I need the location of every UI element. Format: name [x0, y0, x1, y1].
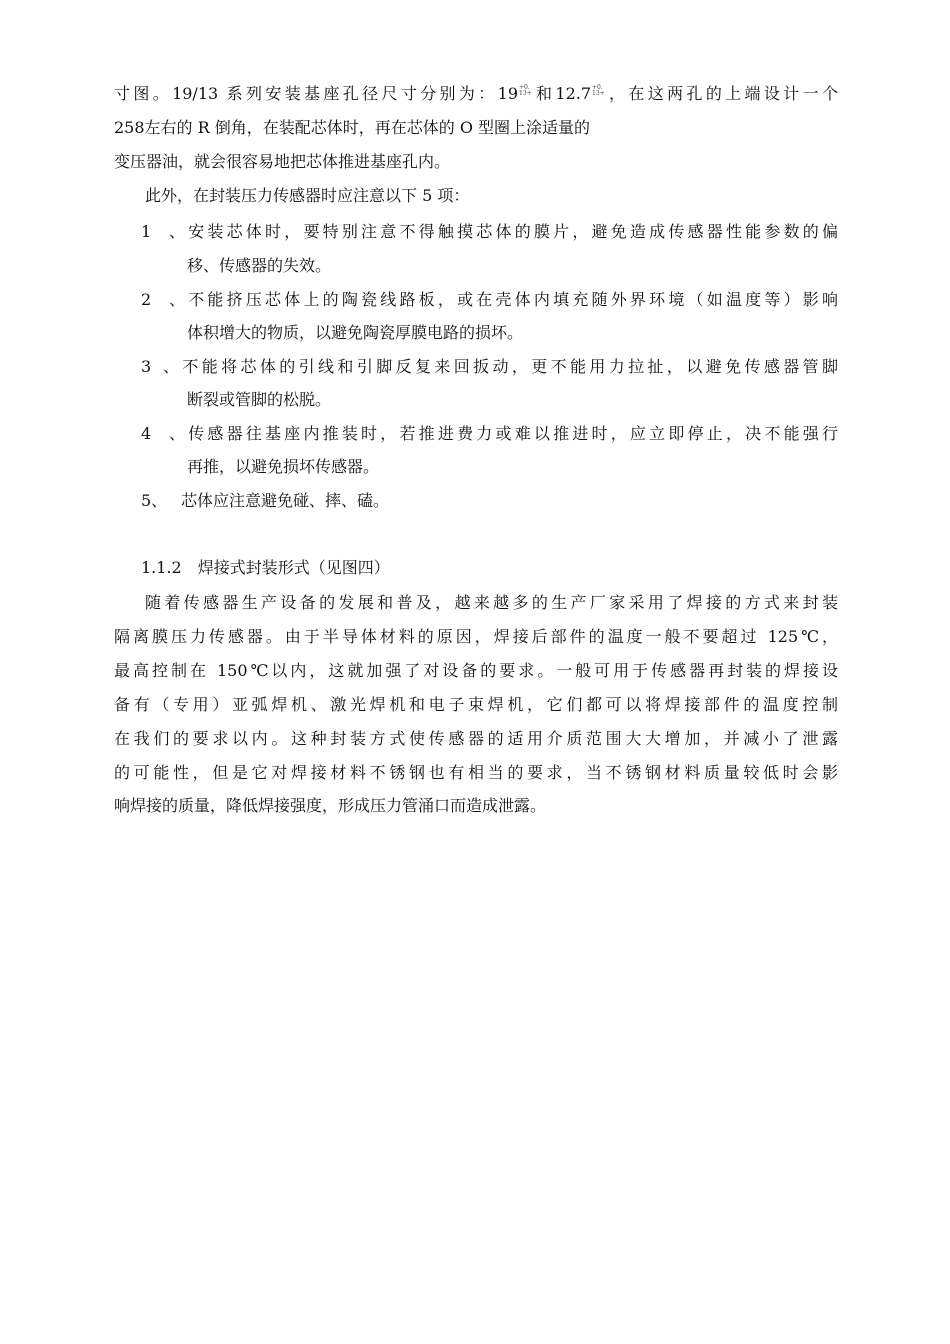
list-item-2-text: 不能挤压芯体上的陶瓷线路板，或在壳体内填充随外界环境（如温度等）影响 — [185, 290, 838, 309]
list-item-5-text: 芯体应注意避免碰、摔、磕。 — [181, 491, 390, 510]
section-line-5: 在我们的要求以内。这种封装方式使传感器的适用介质范围大大增加，并减小了泄露 — [114, 729, 838, 748]
section-line-6: 的可能性，但是它对焊接材料不锈钢也有相当的要求，当不锈钢材料质量较低时会影 — [114, 763, 838, 782]
list-item-2 — [141, 290, 838, 310]
intro-and: 和 — [532, 84, 556, 103]
section-line-2: 隔离膜压力传感器。由于半导体材料的原因，焊接后部件的温度一般不要超过 125℃， — [114, 627, 838, 646]
tolerance-19-top: +0. — [519, 84, 530, 91]
list-item-4 — [141, 424, 838, 444]
intro-text-b: ，在这两孔的上端设计一个 — [605, 84, 838, 103]
section-line-4: 备有（专用）亚弧焊机、激光焊机和电子束焊机，它们都可以将焊接部件的温度控制 — [114, 695, 838, 714]
list-item-1-number: 1、 — [141, 222, 185, 241]
intro-line-3: 变压器油，就会很容易地把芯体推进基座孔内。 — [114, 152, 451, 171]
tolerance-12-7-bottom: 13+ — [592, 90, 605, 97]
list-item-5-number: 5、 — [141, 491, 168, 510]
hole-size-19: 19 — [497, 84, 518, 103]
tolerance-19 — [519, 85, 532, 97]
list-item-3 — [141, 357, 838, 377]
intro-line-1 — [114, 84, 838, 104]
list-item-1-text: 安装芯体时，要特别注意不得触摸芯体的膜片，避免造成传感器性能参数的偏 — [185, 222, 838, 241]
section-line-7: 响焊接的质量，降低焊接强度，形成压力管涌口而造成泄露。 — [114, 796, 547, 815]
list-item-4-cont: 再推，以避免损坏传感器。 — [187, 457, 380, 476]
list-item-4-number: 4、 — [141, 424, 185, 443]
section-line-1: 随着传感器生产设备的发展和普及，越来越多的生产厂家采用了焊接的方式来封装 — [145, 593, 838, 612]
section-line-3: 最高控制在 150℃以内，这就加强了对设备的要求。一般可用于传感器再封装的焊接设 — [114, 661, 838, 680]
section-heading: 1.1.2 焊接式封装形式（见图四） — [141, 558, 390, 577]
tolerance-19-bottom: 13+ — [519, 90, 532, 97]
list-item-5 — [141, 491, 865, 511]
list-item-3-number: 3、 — [141, 357, 179, 376]
list-item-2-cont: 体积增大的物质，以避免陶瓷厚膜电路的损坏。 — [187, 323, 524, 342]
list-item-4-text: 传感器往基座内推装时，若推进费力或难以推进时，应立即停止，决不能强行 — [185, 424, 838, 443]
list-item-1-cont: 移、传感器的失效。 — [187, 256, 332, 275]
intro-line-2: 258左右的 R 倒角，在装配芯体时，再在芯体的 O 型圈上涂适量的 — [114, 118, 591, 137]
tolerance-12-7-top: +0. — [592, 84, 603, 91]
list-item-2-number: 2、 — [141, 290, 185, 309]
list-item-3-text: 不能将芯体的引线和引脚反复来回扳动，更不能用力拉扯，以避免传感器管脚 — [179, 357, 838, 376]
list-item-3-cont: 断裂或管脚的松脱。 — [187, 390, 332, 409]
list-item-1 — [141, 222, 838, 242]
intro-line-4: 此外，在封装压力传感器时应注意以下 5 项： — [145, 186, 470, 205]
hole-size-12-7: 12.7 — [555, 84, 592, 103]
tolerance-12-7 — [592, 85, 605, 97]
intro-text-a: 寸图。19/13 系列安装基座孔径尺寸分别为： — [114, 84, 498, 103]
